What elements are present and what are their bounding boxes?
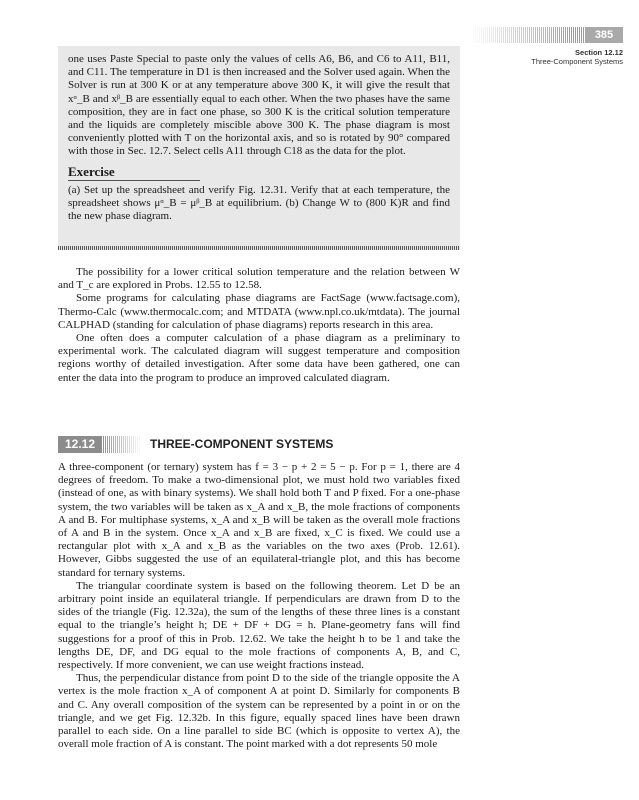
section-heading: [58, 436, 460, 453]
paragraph: Some programs for calculating phase diagrams are FactSage (www.factsage.com), Thermo-Calc (www.thermocalc.com; and MTDATA (www.npl.co.uk/mtdata). The journal CALPHAD (standing for calculation of phase diagrams) reports research in this area.: [58, 292, 460, 331]
body-text-upper: [58, 266, 460, 385]
section-number: 12.12: [58, 436, 102, 453]
page-number: 385: [585, 27, 623, 43]
running-head: [531, 48, 623, 66]
paragraph: Thus, the perpendicular distance from point D to the side of the triangle opposite the A vertex is the mole fraction x_A of component A at point D. Similarly for components B and C. Any overall composition of the system can be represented by a point in or on the triangle, and we get Fig. 12.32b. In this figure, equally spaced lines have been drawn parallel to each side. On a line parallel to side BC (which is opposite to vertex A), the overall mole fraction of A is constant. The point marked with a dot represents 50 mole: [58, 672, 460, 751]
paragraph: The triangular coordinate system is based on the following theorem. Let D be an arbitrary point inside an equilateral triangle. If perpendiculars are drawn from D to the sides of the triangle (Fig. 12.32a), the sum of the lengths of these three lines is a constant equal to the triangle’s height h; DE + DF + DG = h. Plane-geometry fans will find suggestions for a proof of this in Prob. 12.62. We take the height h to be 1 and take the lengths DE, DF, and DG equal to the mole fractions of components A, B, and C, respectively. If more convenient, we can use weight fractions instead.: [58, 579, 460, 672]
body-text-lower: [58, 461, 460, 751]
paragraph: The possibility for a lower critical solution temperature and the relation between W and T_c are explored in Probs. 12.55 to 12.58.: [58, 266, 460, 292]
box-paragraph: one uses Paste Special to paste only the values of cells A6, B6, and C6 to A11, B11, and C11. The temperature in D1 is then increased and the Solver used again. When the Solver is run at 300 K or at any temperature above 300 K, it will give the result that xᵅ_B and xᵝ_B are essentially equal to each other. When the two phases have the same composition, they are in fact one phase, so 300 K is the critical solution temperature and the liquids are completely miscible above 300 K. The phase diagram is most conveniently plotted with T on the horizontal axis, and so is rotated by 90° compared with those in Sec. 12.7. Select cells A11 through C18 as the data for the plot.: [68, 53, 450, 158]
paragraph: One often does a computer calculation of a phase diagram as a preliminary to experimental work. The calculated diagram will suggest temperature and composition regions worthy of detailed investigation. After some data have been gathered, one can enter the data into the program to produce an improved calculated diagram.: [58, 332, 460, 384]
section-gradient: [102, 436, 142, 453]
exercise-heading: Exercise: [68, 164, 200, 181]
box-bottom-rule: [58, 246, 460, 250]
running-head-title: Three-Component Systems: [531, 57, 623, 66]
running-head-section: Section 12.12: [575, 48, 623, 57]
section-title: THREE-COMPONENT SYSTEMS: [150, 437, 334, 451]
header-gradient-bar: [470, 27, 585, 43]
exercise-text: (a) Set up the spreadsheet and verify Fig. 12.31. Verify that at each temperature, the spreadsheet shows μᵅ_B = μᵝ_B at equilibrium. (b) Change W to (800 K)R and find the new phase diagram.: [68, 183, 450, 223]
paragraph: A three-component (or ternary) system has f = 3 − p + 2 = 5 − p. For p = 1, there are 4 degrees of freedom. To make a two-dimensional plot, we must hold two variables fixed (instead of one, as with binary systems). We shall hold both T and P fixed. For a one-phase system, the two variables will be taken as x_A and x_B, the mole fractions of components A and B. For multiphase systems, x_A and x_B will be taken as the overall mole fractions of A and B in the system. Once x_A and x_B are fixed, x_C is fixed. We could use a rectangular plot with x_A and x_B as the variables on the two axes (Prob. 12.61). However, Gibbs suggested the use of an equilateral-triangle plot, and this has become standard for ternary systems.: [58, 461, 460, 579]
shaded-example-box: [58, 46, 460, 250]
